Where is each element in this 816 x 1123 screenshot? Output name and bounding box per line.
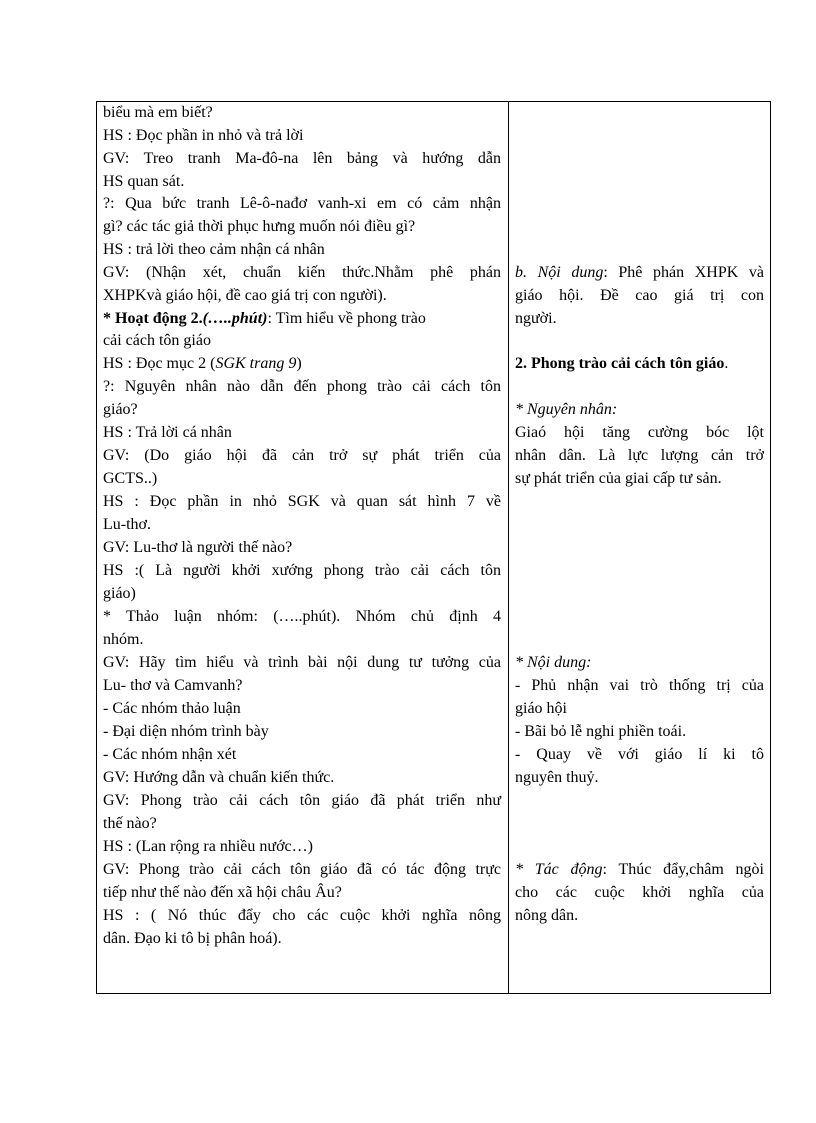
text-line: GV: Phong trào cải cách tôn giáo đã phát triển như [103,792,501,809]
textbook-reference: SGK trang 9 [215,355,297,372]
activity-2-title: : Tìm hiểu về phong trào [267,310,426,327]
text-line: nhóm. [103,631,144,648]
text-line: GV: Treo tranh Ma-đô-na lên bảng và hướng dẫn [103,150,501,167]
text-segment: ) [296,355,302,372]
text-line: nguyên thuỷ. [515,769,599,786]
text-line: HS : trả lời theo cảm nhận cá nhân [103,241,325,258]
text-line: - Các nhóm thảo luận [103,700,241,717]
impact-label: * Tác động [515,861,603,878]
text-line: HS quan sát. [103,173,185,190]
text-line: nhân dân. Là lực lượng cản trở [515,447,764,464]
text-line: tiếp như thế nào đến xã hội châu Âu? [103,884,342,901]
text-line: thế nào? [103,815,157,832]
text-line: - Các nhóm nhận xét [103,746,237,763]
text-line: GV: (Do giáo hội đã cản trở sự phát triển của [103,447,501,464]
text-line: giáo) [103,585,136,602]
text-line: HS : (Lan rộng ra nhiều nước…) [103,838,313,855]
text-line: HS : ( Nó thúc đẩy cho các cuộc khởi nghĩa nông [103,907,501,924]
text-line: dân. Đạo ki tô bị phân hoá). [103,930,282,947]
text-line: HS :( Là người khởi xướng phong trào cải cách tôn [103,562,501,579]
text-line: Lu-thơ. [103,516,152,533]
section-2-heading [515,353,764,376]
text-line: - Phủ nhận vai trò thống trị của [515,677,764,694]
activity-2-label: * Hoạt động 2. [103,310,203,327]
activity-2-duration: (…..phút) [202,310,268,327]
text-line: XHPKvà giáo hội, đề cao giá trị con người). [103,287,387,304]
text-line: - Bãi bỏ lễ nghi phiền toái. [515,723,687,740]
text-segment: HS : Đọc mục 2 ( [103,355,216,372]
text-line: - Quay về với giáo lí ki tô [515,746,764,763]
text-line: GCTS..) [103,470,158,487]
lesson-table [96,101,771,994]
text-segment: : Phê phán XHPK và [603,264,764,281]
text-line: HS : Đọc phần in nhỏ và trả lời [103,127,304,144]
text-line: cho các cuộc khởi nghĩa của [515,884,764,901]
text-line [103,353,501,376]
text-line: HS : Đọc phần in nhỏ SGK và quan sát hình 7 về [103,493,501,510]
causes-label: * Nguyên nhân: [515,401,618,418]
text-line: nông dân. [515,907,579,924]
text-line: gì? các tác giả thời phục hưng muốn nói điều gì? [103,218,416,235]
content-label: b. Nội dung [515,264,604,281]
column-divider [508,102,509,993]
text-line: cải cách tôn giáo [103,332,211,349]
content-label: * Nội dung: [515,654,592,671]
text-line: GV: Lu-thơ là người thế nào? [103,539,293,556]
text-line: GV: Phong trào cải cách tôn giáo đã có tác động trực [103,861,501,878]
text-segment: . [724,355,729,372]
text-line [515,859,764,882]
text-line: - Đại diện nhóm trình bày [103,723,269,740]
text-line: ?: Qua bức tranh Lê-ô-nađơ vanh-xi em có cảm nhận [103,195,501,212]
text-line: GV: Hãy tìm hiểu và trình bài nội dung tư tưởng của [103,654,501,671]
text-line [515,262,764,285]
text-line: Giaó hội tăng cường bóc lột [515,424,764,441]
text-line: GV: (Nhận xét, chuẩn kiến thức.Nhằm phê phán [103,264,501,281]
text-line: người. [515,310,557,327]
text-line: giáo hội [515,700,567,717]
activity-2-heading [103,308,501,331]
text-line: GV: Hướng dẫn và chuẩn kiến thức. [103,769,335,786]
text-line: * Thảo luận nhóm: (…..phút). Nhóm chủ định 4 [103,608,501,625]
text-line: biểu mà em biết? [103,104,213,121]
section-2-title: 2. Phong trào cải cách tôn giáo [515,355,725,372]
text-line: HS : Trả lời cá nhân [103,424,232,441]
text-line: sự phát triển của giai cấp tư sản. [515,470,722,487]
text-segment: : Thúc đẩy,châm ngòi [602,861,765,878]
text-line: Lu- thơ và Camvanh? [103,677,243,694]
text-line: giáo hội. Đề cao giá trị con [515,287,764,304]
text-line: ?: Nguyên nhân nào dẫn đến phong trào cải cách tôn [103,378,501,395]
text-line: giáo? [103,401,138,418]
